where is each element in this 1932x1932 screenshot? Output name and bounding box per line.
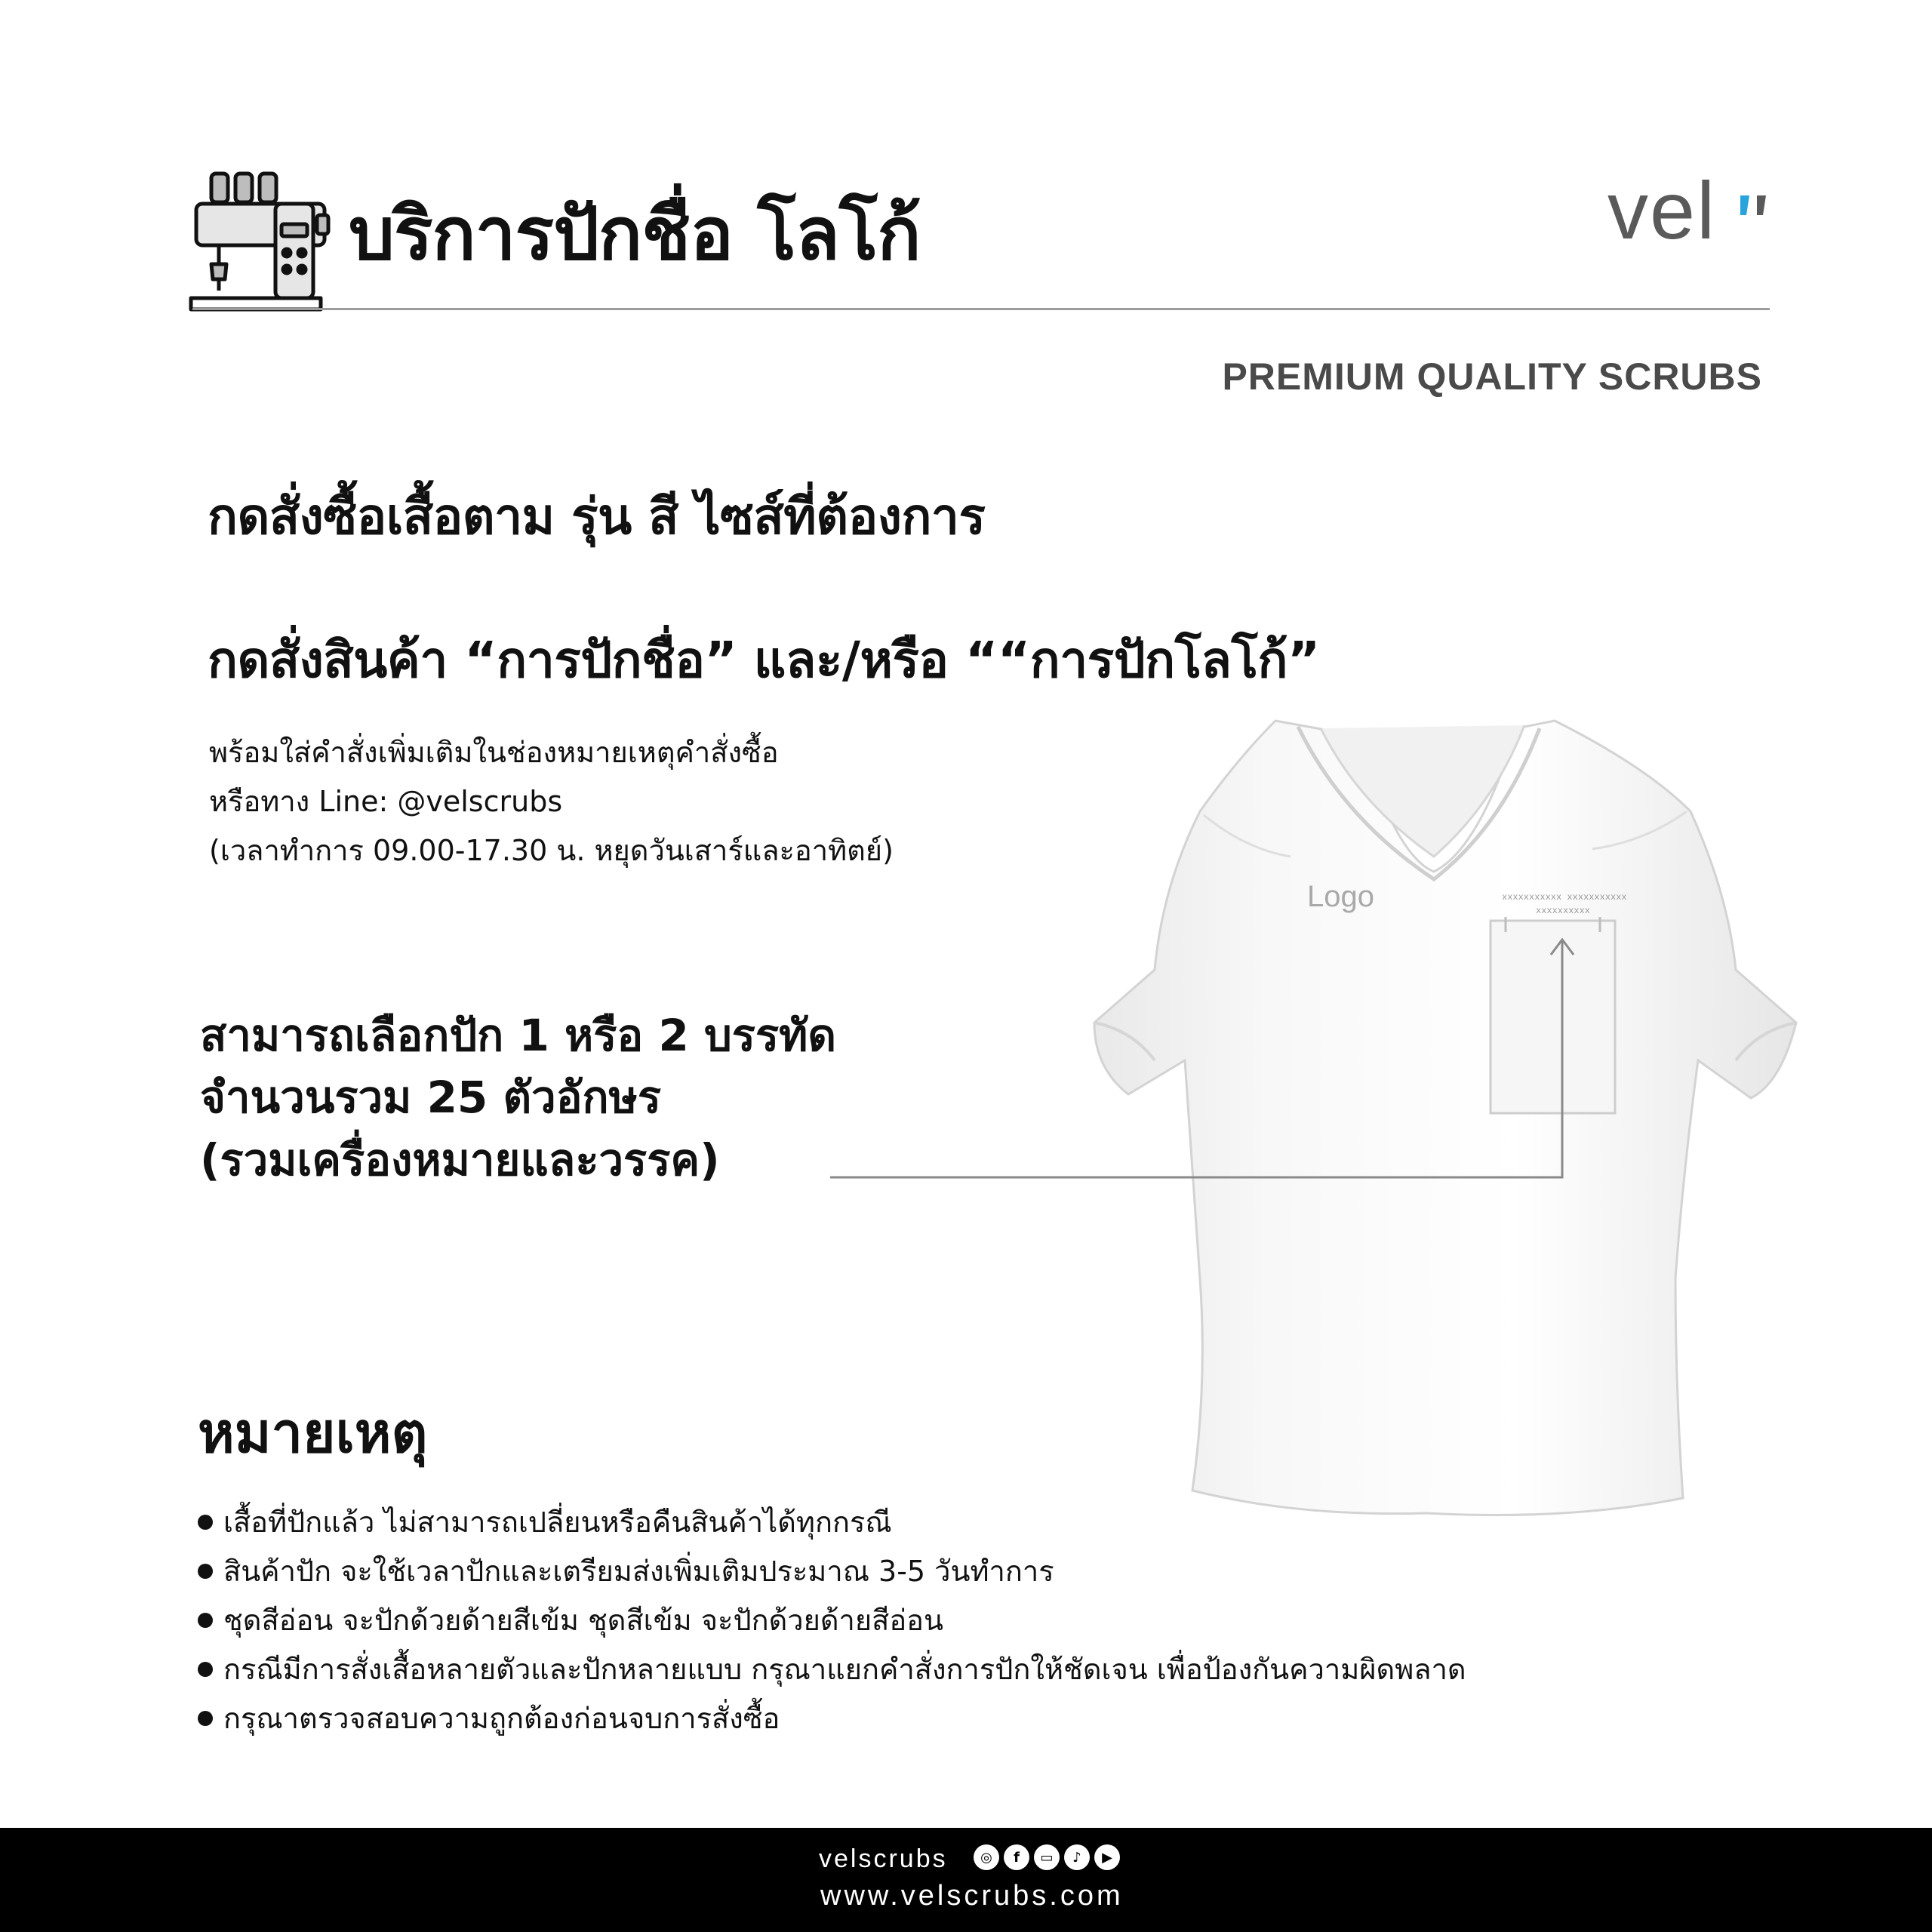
header-divider [192,308,1770,310]
bullet-icon [198,1564,213,1579]
bullet-icon [198,1613,213,1628]
name-placement-line-1: xxxxxxxxxxx xxxxxxxxxxx [1502,892,1627,903]
logo-placement-label: Logo [1307,880,1374,913]
notes-title: หมายเหตุ [198,1401,428,1466]
tiktok-icon[interactable]: ♪ [1064,1844,1090,1870]
name-placement-line-2: xxxxxxxxxx [1536,906,1591,916]
note-item [198,1655,1466,1684]
tagline: PREMIUM QUALITY SCRUBS [1222,355,1762,398]
step-order-shirt: กดสั่งซื้อเสื้อตาม รุ่น สี ไซส์ที่ต้องการ [208,488,986,546]
note-item [198,1606,943,1635]
bullet-icon [198,1515,213,1530]
line-icon[interactable]: ▭ [1034,1844,1060,1870]
pointer-arrow [830,932,1585,1189]
footer-website-link[interactable]: www.velscrubs.com [820,1880,1124,1912]
instagram-icon[interactable]: ◎ [974,1844,999,1870]
limit-characters: จำนวนรวม 25 ตัวอักษร [200,1072,662,1123]
note-item [198,1704,780,1733]
note-item [198,1557,1054,1586]
brand-wordmark: vel [1607,165,1717,256]
bullet-icon [198,1662,213,1677]
sewing-machine-icon [189,170,332,313]
note-text: กรณีมีการสั่งเสื้อหลายตัวและปักหลายแบบ กรุณาแยกคำสั่งการปักให้ชัดเจน เพื่อป้องกันความผิดพลาด [223,1653,1466,1686]
note-text: เสื้อที่ปักแล้ว ไม่สามารถเปลี่ยนหรือคืนสินค้าได้ทุกกรณี [223,1506,892,1539]
note-text: ชุดสีอ่อน จะปักด้วยด้ายสีเข้ม ชุดสีเข้ม จะปักด้วยด้ายสีอ่อน [223,1604,943,1637]
step-order-embroidery: กดสั่งสินค้า “การปักชื่อ” และ/หรือ ““การปักโลโก้” [208,631,1320,689]
info-business-hours: (เวลาทำการ 09.00-17.30 น. หยุดวันเสาร์และอาทิตย์) [209,834,894,867]
page-title: บริการปักชื่อ โลโก้ [349,192,921,276]
bullet-icon [198,1711,213,1726]
limit-note: (รวมเครื่องหมายและวรรค) [200,1134,720,1186]
brand-logo [1607,165,1774,260]
brand-quote-mark-icon [1737,192,1775,223]
limit-lines: สามารถเลือกปัก 1 หรือ 2 บรรทัด [200,1010,837,1061]
social-icons [974,1844,1120,1873]
footer-handle: velscrubs [819,1844,948,1873]
note-item [198,1508,892,1537]
info-order-note: พร้อมใส่คำสั่งเพิ่มเติมในช่องหมายเหตุคำสั่งซื้อ [209,736,779,769]
note-text: สินค้าปัก จะใช้เวลาปักและเตรียมส่งเพิ่มเติมประมาณ 3-5 วันทำการ [223,1555,1054,1588]
facebook-icon[interactable]: f [1004,1844,1029,1870]
note-text: กรุณาตรวจสอบความถูกต้องก่อนจบการสั่งซื้อ [223,1702,780,1735]
youtube-icon[interactable]: ▶ [1094,1844,1120,1870]
info-line-contact: หรือทาง Line: @velscrubs [209,785,563,818]
